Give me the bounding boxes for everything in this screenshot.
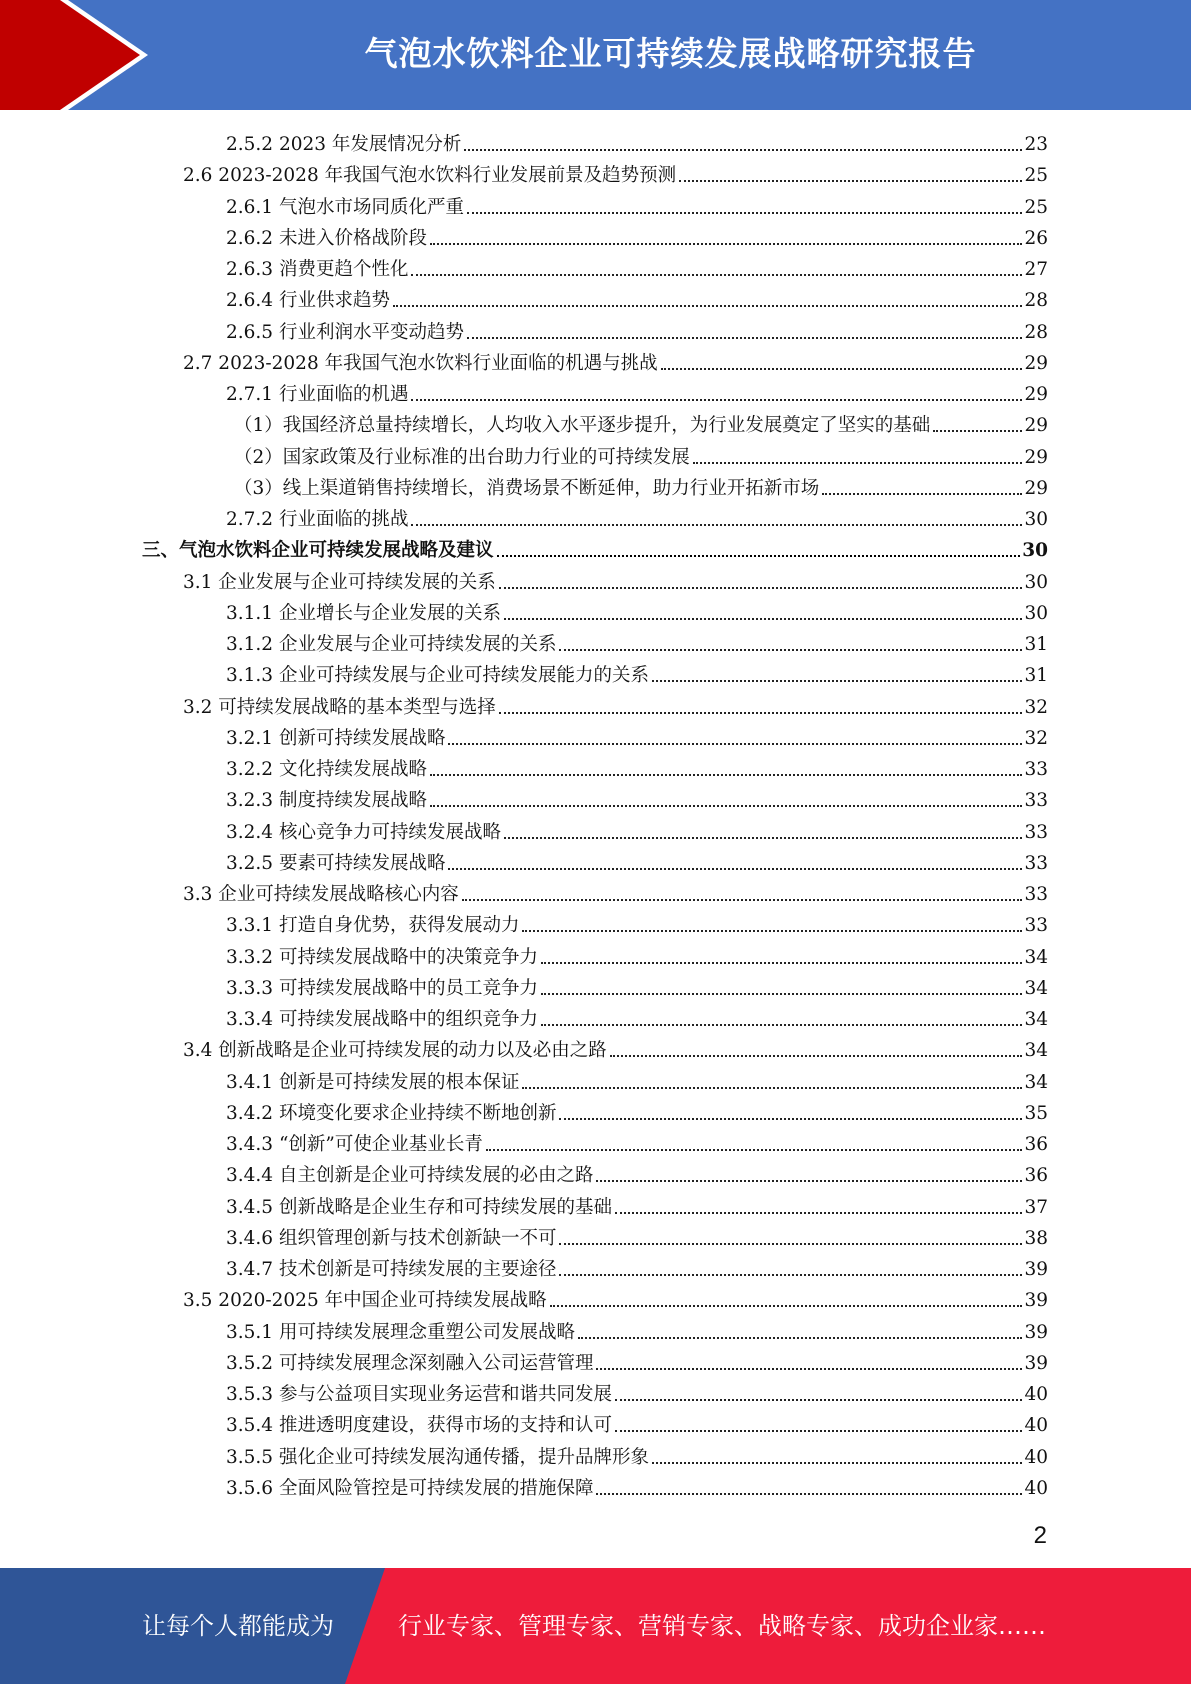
toc-entry[interactable] [226,1407,1048,1437]
toc-entry-title: 3.3 企业可持续发展战略核心内容 [183,884,459,905]
toc-entry[interactable] [183,157,1048,187]
toc-entry-page: 34 [1024,977,1048,999]
toc-entry[interactable] [226,126,1048,156]
toc-dot-leader [486,1149,1023,1151]
toc-dot-leader [559,649,1022,651]
toc-dot-leader [522,1087,1022,1089]
toc-entry-title: 2.6.3 消费更趋个性化 [226,259,409,280]
page-footer [0,1568,1191,1684]
toc-entry-title: 3.4.3 “创新”可使企业基业长青 [226,1134,483,1155]
toc-entry[interactable] [226,1220,1048,1250]
toc-entry-page: 33 [1024,821,1048,843]
toc-entry-title: 2.6 2023-2028 年我国气泡水饮料行业发展前景及趋势预测 [183,165,677,187]
toc-entry[interactable] [226,251,1048,281]
toc-entry-title: 3.5.6 全面风险管控是可持续发展的措施保障 [226,1477,594,1499]
toc-dot-leader [541,962,1022,964]
toc-dot-leader [499,587,1023,589]
toc-entry[interactable] [226,1126,1048,1156]
toc-entry-page: 39 [1024,1259,1048,1280]
toc-dot-leader [541,1024,1022,1026]
toc-entry-title: （2）国家政策及行业标准的出台助力行业的可持续发展 [234,446,690,468]
toc-entry-page: 39 [1024,1290,1048,1312]
toc-entry[interactable] [226,657,1048,687]
toc-entry-page: 37 [1024,1196,1048,1218]
toc-dot-leader [393,305,1022,307]
toc-entry[interactable] [183,689,1048,719]
toc-entry-page: 33 [1024,915,1048,937]
toc-entry-title: 3.5.4 推进透明度建设，获得市场的支持和认可 [226,1415,612,1437]
toc-entry[interactable] [226,782,1048,812]
toc-entry-title: 3.4.1 创新是可持续发展的根本保证 [226,1071,520,1093]
toc-dot-leader [504,618,1022,620]
toc-entry[interactable] [183,564,1048,594]
toc-entry-title: 3.5.1 用可持续发展理念重塑公司发展战略 [226,1321,575,1343]
toc-entry[interactable] [226,970,1048,1000]
toc-entry-page: 33 [1024,790,1048,812]
toc-dot-leader [578,1337,1022,1339]
toc-dot-leader [559,1118,1022,1120]
toc-entry-title: 3.4.6 组织管理创新与技术创新缺一不可 [226,1227,557,1249]
toc-dot-leader [411,274,1022,276]
toc-entry-page: 32 [1024,696,1048,718]
toc-entry[interactable] [226,1157,1048,1187]
toc-entry-page: 30 [1024,571,1048,593]
toc-entry-page: 33 [1024,852,1048,874]
toc-entry[interactable] [183,345,1048,375]
chevron-arrow-icon [0,0,160,110]
toc-dot-leader [596,1493,1022,1495]
toc-entry[interactable] [226,1376,1048,1406]
toc-entry[interactable] [226,1064,1048,1094]
toc-entry[interactable] [234,407,1048,437]
toc-entry-title: 3.4.7 技术创新是可持续发展的主要途径 [226,1259,557,1280]
toc-entry-title: 3.3.1 打造自身优势，获得发展动力 [226,915,520,937]
toc-entry[interactable] [226,1095,1048,1125]
toc-entry-page: 30 [1022,540,1048,562]
toc-dot-leader [467,337,1022,339]
toc-entry-title: 3.3.2 可持续发展战略中的决策竞争力 [226,946,538,968]
toc-dot-leader [822,493,1022,495]
toc-entry-page: 30 [1024,602,1048,624]
toc-entry-title: 3.5.5 强化企业可持续发展沟通传播，提升品牌形象 [226,1446,649,1468]
toc-entry-title: 2.6.2 未进入价格战阶段 [226,227,427,249]
toc-entry-page: 40 [1024,1415,1048,1437]
toc-dot-leader [559,1243,1022,1245]
toc-dot-leader [499,712,1023,714]
toc-dot-leader [693,462,1023,464]
toc-dot-leader [497,555,1021,557]
toc-entry-title: 3.5.3 参与公益项目实现业务运营和谐共同发展 [226,1384,612,1405]
toc-entry[interactable] [226,1470,1048,1500]
toc-entry[interactable] [226,845,1048,875]
toc-entry[interactable] [226,501,1048,531]
toc-dot-leader [615,1399,1022,1401]
toc-entry-title: 3.5 2020-2025 年中国企业可持续发展战略 [183,1290,547,1312]
toc-entry-page: 34 [1024,1040,1048,1062]
toc-entry-title: 3.2.3 制度持续发展战略 [226,790,427,812]
toc-entry-title: 2.6.1 气泡水市场同质化严重 [226,196,464,218]
toc-entry-title: （1）我国经济总量持续增长，人均收入水平逐步提升，为行业发展奠定了坚实的基础 [234,415,931,437]
toc-entry-page: 40 [1024,1477,1048,1499]
toc-entry[interactable] [226,376,1048,406]
toc-entry-page: 40 [1024,1384,1048,1405]
toc-dot-leader [615,1430,1022,1432]
toc-entry[interactable] [226,282,1048,312]
toc-entry[interactable] [226,314,1048,344]
toc-dot-leader [430,774,1022,776]
toc-entry-title: 2.6.5 行业利润水平变动趋势 [226,321,464,343]
footer-slogan-left: 让每个人都能成为 [142,1612,334,1640]
toc-entry-page: 34 [1024,1071,1048,1093]
toc-entry[interactable] [226,751,1048,781]
toc-entry-page: 35 [1024,1102,1048,1124]
toc-entry[interactable] [226,1345,1048,1375]
toc-entry-page: 25 [1024,165,1048,187]
toc-dot-leader [661,368,1023,370]
toc-dot-leader [411,399,1022,401]
toc-entry[interactable] [183,876,1048,906]
toc-dot-leader [541,993,1022,995]
toc-entry-page: 40 [1024,1446,1048,1468]
toc-entry[interactable] [226,1251,1048,1281]
toc-entry[interactable] [226,595,1048,625]
toc-entry-title: 3.2.4 核心竞争力可持续发展战略 [226,821,501,843]
toc-entry[interactable] [226,1001,1048,1031]
toc-entry-page: 27 [1024,259,1048,280]
page-header [0,0,1191,110]
toc-entry-title: 3.3.3 可持续发展战略中的员工竞争力 [226,977,538,999]
toc-entry-page: 36 [1024,1134,1048,1155]
toc-entry-title: 3.3.4 可持续发展战略中的组织竞争力 [226,1009,538,1030]
toc-dot-leader [464,149,1022,151]
toc-entry-page: 25 [1024,196,1048,218]
toc-entry-title: 2.5.2 2023 年发展情况分析 [226,134,462,155]
toc-dot-leader [522,930,1022,932]
toc-entry-page: 30 [1024,509,1048,530]
toc-dot-leader [550,1305,1023,1307]
toc-dot-leader [596,1368,1022,1370]
toc-entry-title: 2.7 2023-2028 年我国气泡水饮料行业面临的机遇与挑战 [183,352,658,374]
toc-entry[interactable] [183,1032,1048,1062]
toc-entry-page: 38 [1024,1227,1048,1249]
toc-entry-page: 34 [1024,1009,1048,1030]
toc-dot-leader [559,1274,1022,1276]
toc-dot-leader [430,243,1022,245]
toc-entry-title: 3.4.5 创新战略是企业生存和可持续发展的基础 [226,1196,612,1218]
toc-entry-page: 29 [1024,352,1048,374]
toc-entry-title: （3）线上渠道销售持续增长，消费场景不断延伸，助力行业开拓新市场 [234,477,820,499]
toc-entry-title: 2.6.4 行业供求趋势 [226,290,390,312]
toc-entry-title: 3.5.2 可持续发展理念深刻融入公司运营管理 [226,1352,594,1374]
toc-entry[interactable] [226,907,1048,937]
toc-entry-page: 33 [1024,884,1048,905]
toc-dot-leader [610,1055,1023,1057]
toc-dot-leader [933,430,1022,432]
toc-entry-title: 3.4.2 环境变化要求企业持续不断地创新 [226,1102,557,1124]
toc-entry[interactable] [234,439,1048,469]
report-title: 气泡水饮料企业可持续发展战略研究报告 [364,34,977,73]
toc-dot-leader [411,524,1022,526]
toc-entry[interactable] [226,626,1048,656]
toc-entry-page: 29 [1024,477,1048,499]
toc-entry-page: 29 [1024,384,1048,405]
toc-entry[interactable] [226,720,1048,750]
toc-dot-leader [652,1462,1022,1464]
toc-entry[interactable] [226,814,1048,844]
toc-entry-title: 3.2.1 创新可持续发展战略 [226,727,446,749]
toc-entry-page: 31 [1024,665,1048,687]
toc-entry-title: 3.2 可持续发展战略的基本类型与选择 [183,696,496,718]
toc-entry[interactable] [226,189,1048,219]
toc-entry-page: 26 [1024,227,1048,249]
toc-entry-page: 33 [1024,759,1048,780]
toc-entry-page: 36 [1024,1165,1048,1187]
toc-entry-title: 3.4 创新战略是企业可持续发展的动力以及必由之路 [183,1040,607,1062]
toc-entry[interactable] [142,532,1048,562]
toc-dot-leader [679,180,1022,182]
toc-entry-page: 39 [1024,1321,1048,1343]
toc-entry-page: 28 [1024,321,1048,343]
toc-dot-leader [462,899,1023,901]
toc-entry-page: 39 [1024,1352,1048,1374]
toc-entry[interactable] [226,1189,1048,1219]
toc-entry[interactable] [226,939,1048,969]
toc-entry-title: 三、气泡水饮料企业可持续发展战略及建议 [142,540,494,562]
toc-entry[interactable] [234,470,1048,500]
toc-entry-page: 28 [1024,290,1048,312]
toc-entry-title: 3.4.4 自主创新是企业可持续发展的必由之路 [226,1165,594,1187]
toc-dot-leader [504,837,1022,839]
toc-entry-title: 3.1.2 企业发展与企业可持续发展的关系 [226,634,557,655]
toc-entry-title: 3.2.2 文化持续发展战略 [226,759,427,780]
toc-dot-leader [652,680,1022,682]
toc-entry[interactable] [226,1439,1048,1469]
toc-entry-title: 3.2.5 要素可持续发展战略 [226,852,446,874]
toc-entry-page: 34 [1024,946,1048,968]
toc-entry-title: 3.1.1 企业增长与企业发展的关系 [226,602,501,624]
toc-entry-title: 2.7.2 行业面临的挑战 [226,509,409,530]
toc-entry-page: 29 [1024,415,1048,437]
page-number: 2 [1033,1522,1047,1549]
toc-dot-leader [596,1180,1022,1182]
toc-entry[interactable] [226,220,1048,250]
toc-dot-leader [448,868,1022,870]
toc-entry-title: 2.7.1 行业面临的机遇 [226,384,409,405]
toc-entry[interactable] [226,1314,1048,1344]
toc-entry-page: 29 [1024,446,1048,468]
toc-entry-title: 3.1.3 企业可持续发展与企业可持续发展能力的关系 [226,665,649,687]
toc-entry-title: 3.1 企业发展与企业可持续发展的关系 [183,571,496,593]
toc-entry-page: 32 [1024,727,1048,749]
footer-slogan-right: 行业专家、管理专家、营销专家、战略专家、成功企业家…… [398,1612,1046,1640]
toc-dot-leader [448,743,1022,745]
toc-entry-page: 31 [1024,634,1048,655]
toc-dot-leader [430,805,1022,807]
toc-entry-page: 23 [1024,134,1048,155]
toc-dot-leader [615,1212,1022,1214]
toc-entry[interactable] [183,1282,1048,1312]
toc-dot-leader [467,212,1022,214]
